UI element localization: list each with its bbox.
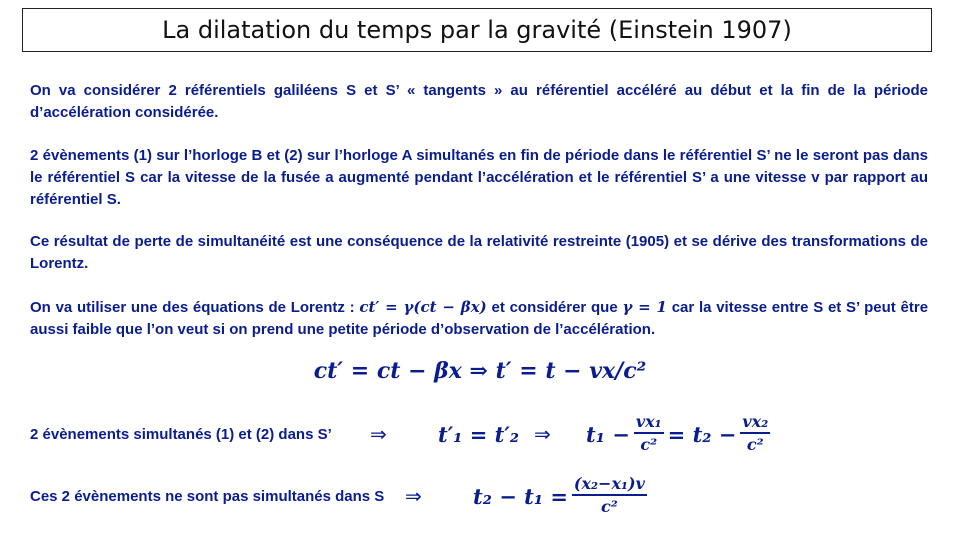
fraction-3 [572, 474, 647, 518]
equation-t2: = t₂ − [667, 421, 737, 447]
lorentz-text-before: On va utiliser une des équations de Lorentz : [30, 299, 355, 316]
lorentz-text-middle: et considérer que [491, 299, 618, 316]
fraction-2 [740, 412, 770, 456]
simultaneous-label: 2 évènements simultanés (1) et (2) dans S’ [30, 425, 332, 443]
fraction-2-numerator: vx₂ [740, 412, 770, 434]
main-equation: ct′ = ct − βx ⇒ t′ = t − vx/c² [313, 358, 647, 384]
title-box [22, 8, 932, 52]
implies-arrow: ⇒ [370, 422, 387, 446]
lorentz-equation: ct′ = γ(ct − βx) [359, 298, 487, 316]
gamma-equation: γ = 1 [622, 298, 667, 316]
fraction-3-numerator: (x₂−x₁)v [572, 474, 647, 496]
non-simultaneous-row [30, 474, 651, 518]
paragraph-2: 2 évènements (1) sur l’horloge B et (2) sur l’horloge A simultanés en fin de période dans le référentiel S’ ne le seront pas dans le référentiel S car la vitesse de la fusée a augmenté pendant l’accélération et le référentiel S’ a une vitesse v par rapport au référentiel S. [30, 147, 928, 208]
equation-t1: t₁ − [586, 421, 630, 447]
equation-t-prime: t′₁ = t′₂ [438, 421, 520, 447]
implies-arrow: ⇒ [534, 422, 551, 446]
fraction-1 [634, 412, 664, 456]
slide-title: La dilatation du temps par la gravité (Einstein 1907) [162, 16, 792, 44]
implies-arrow: ⇒ [405, 484, 422, 508]
fraction-2-denominator: c² [746, 435, 764, 454]
fraction-1-numerator: vx₁ [634, 412, 664, 434]
paragraph-lorentz [30, 296, 928, 341]
lorentz-text-after: car la vitesse entre S et S’ peut être aussi faible que l’on veut si on prend une petite période d’observation de l’accélération. [30, 299, 929, 338]
fraction-1-denominator: c² [640, 435, 658, 454]
equation-delta-t: t₂ − t₁ = [473, 483, 568, 509]
paragraph-3: Ce résultat de perte de simultanéité est une conséquence de la relativité restreinte (1905) et se dérive des transformations de Lorentz. [30, 233, 928, 272]
fraction-3-denominator: c² [601, 497, 618, 516]
non-simultaneous-label: Ces 2 évènements ne sont pas simultanés dans S [30, 487, 385, 505]
paragraph-1: On va considérer 2 référentiels galiléens S et S’ « tangents » au référentiel accéléré au début et la fin de la période d’accélération considérée. [30, 82, 928, 121]
simultaneous-row [30, 412, 774, 456]
